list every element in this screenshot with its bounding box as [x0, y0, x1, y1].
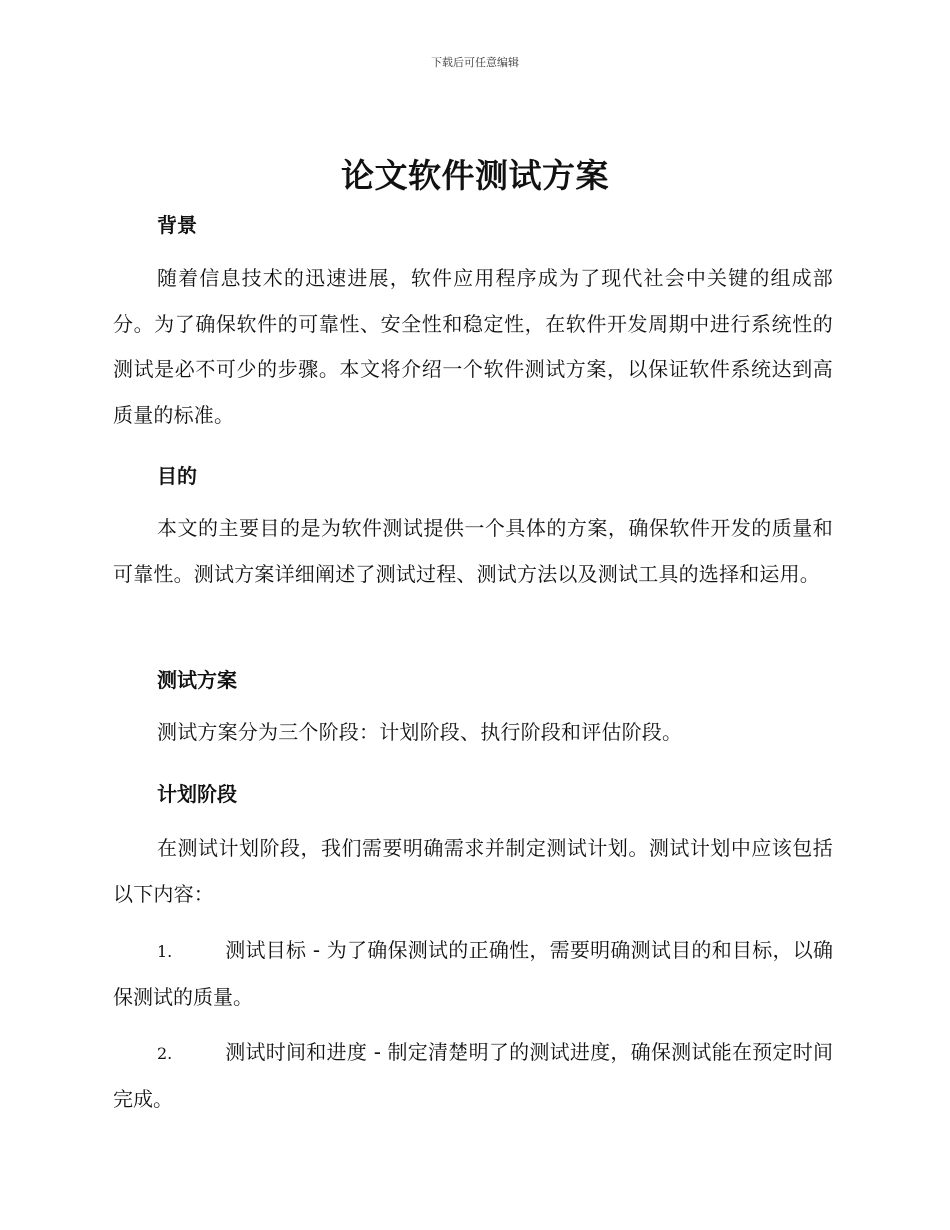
paragraph-background: 随着信息技术的迅速进展，软件应用程序成为了现代社会中关键的组成部分。为了确保软件的可靠性、安全性和稳定性，在软件开发周期中进行系统性的测试是必不可少的步骤。本文将介绍一个软件测试方案，以保证软件系统达到高质量的标准。 — [113, 266, 833, 427]
paragraph-purpose: 本文的主要目的是为软件测试提供一个具体的方案，确保软件开发的质量和可靠性。测试方案详细阐述了测试过程、测试方法以及测试工具的选择和运用。 — [113, 516, 833, 586]
list-item-text: 测试目标 - 为了确保测试的正确性，需要明确测试目的和目标，以确保测试的质量。 — [113, 938, 833, 1009]
list-item — [113, 1030, 833, 1122]
list-item-number: 2. — [157, 1044, 173, 1063]
document-title: 论文软件测试方案 — [341, 156, 609, 195]
heading-planning-phase: 计划阶段 — [157, 782, 237, 806]
list-item-text: 测试时间和进度 - 制定清楚明了的测试进度，确保测试能在预定时间完成。 — [113, 1040, 833, 1111]
heading-purpose: 目的 — [157, 464, 197, 488]
paragraph-test-plan: 测试方案分为三个阶段：计划阶段、执行阶段和评估阶段。 — [157, 720, 683, 744]
list-item-number: 1. — [157, 942, 173, 961]
paragraph-planning-phase: 在测试计划阶段，我们需要明确需求并制定测试计划。测试计划中应该包括以下内容： — [113, 836, 833, 906]
page-header-note: 下载后可任意编辑 — [431, 56, 519, 69]
heading-test-plan: 测试方案 — [157, 668, 237, 692]
list-item — [113, 928, 833, 1020]
heading-background: 背景 — [157, 213, 197, 237]
